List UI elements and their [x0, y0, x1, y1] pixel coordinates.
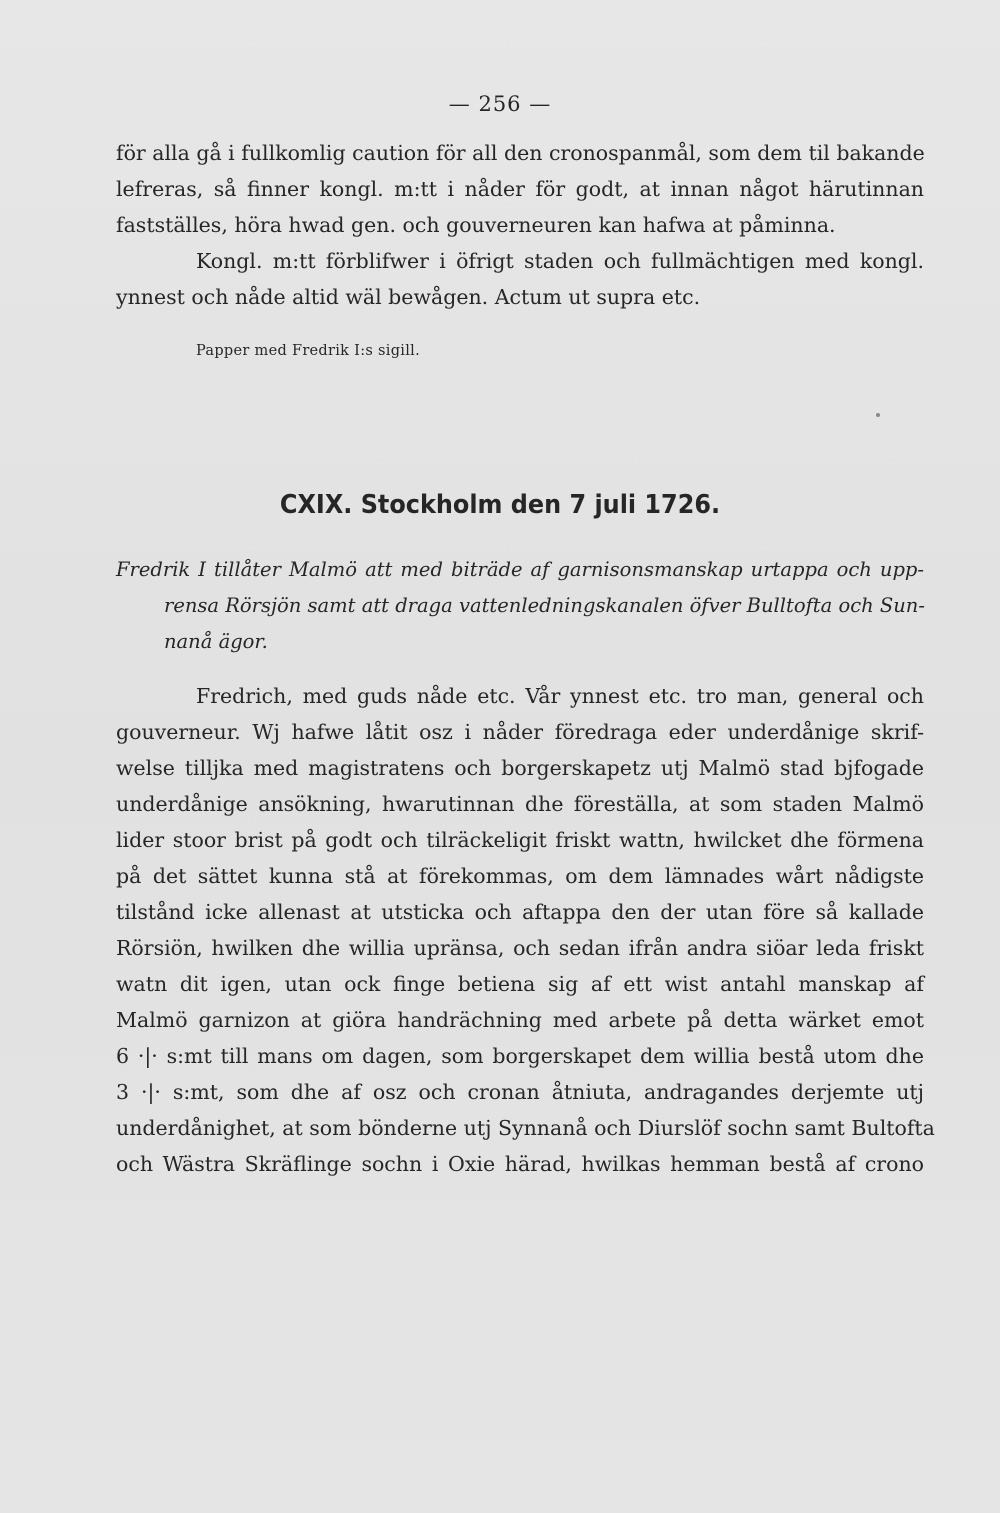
summary-line: nanå ägor. [164, 630, 268, 653]
text-line: lefreras, så finner kongl. m:tt i nåder för godt, at innan något härutinnan [116, 177, 924, 201]
body-line: och Wästra Skräflinge sochn i Oxie härad, hwilkas hemman bestå af crono [116, 1152, 924, 1176]
page-number: — 256 — [448, 92, 552, 116]
body-line: lider stoor brist på godt och tilräckeligit friskt wattn, hwilcket dhe förmena [116, 828, 924, 852]
body-line: 6 ·|· s:mt till mans om dagen, som borgerskapet dem willia bestå utom dhe [116, 1044, 924, 1068]
body-line: Fredrich, med guds nåde etc. Vår ynnest etc. tro man, general och [196, 684, 924, 708]
text-line: för alla gå i fullkomlig caution för all den cronospanmål, som dem til bakande [116, 141, 925, 165]
body-line: på det sättet kunna stå at förekommas, om dem lämnades wårt nådigste [116, 864, 924, 888]
document-place-date: Stockholm den 7 juli 1726. [360, 490, 721, 520]
text-line: ynnest och nåde altid wäl bewågen. Actum ut supra etc. [116, 285, 701, 309]
body-line: Rörsiön, hwilken dhe willia upränsa, och sedan ifrån andra siöar leda friskt [116, 936, 924, 960]
document-heading [40, 490, 960, 520]
body-line: watn dit igen, utan ock finge betiena sig af ett wist antahl manskap af [116, 972, 924, 996]
body-line: Malmö garnizon at giöra handrächning med arbete på detta wärket emot [116, 1008, 924, 1032]
body-line: tilstånd icke allenast at utsticka och aftappa den der utan före så kallade [116, 900, 924, 924]
text-line: fastställes, höra hwad gen. och gouverneuren kan hafwa at påminna. [116, 213, 836, 237]
body-line: welse tilljka med magistratens och borgerskapetz utj Malmö stad bjfogade [116, 756, 924, 780]
body-line: gouverneur. Wj hafwe låtit osz i nåder föredraga eder underdånige skrif- [116, 720, 924, 744]
text-line: Kongl. m:tt förblifwer i öfrigt staden och fullmächtigen med kongl. [196, 249, 924, 273]
summary-line: Fredrik I tillåter Malmö att med biträde af garnisonsmanskap urtappa och upp- [116, 558, 924, 581]
body-line: 3 ·|· s:mt, som dhe af osz och cronan åtniuta, andragandes derjemte utj [116, 1080, 924, 1104]
document-number: CXIX. [279, 490, 353, 520]
summary-line: rensa Rörsjön samt att draga vattenledningskanalen öfver Bulltofta och Sun- [164, 594, 925, 617]
seal-note: Papper med Fredrik I:s sigill. [196, 343, 421, 359]
body-line: underdånige ansökning, hwarutinnan dhe föreställa, at som staden Malmö [116, 792, 924, 816]
body-line: underdånighet, at som bönderne utj Synnanå och Diurslöf sochn samt Bultofta [116, 1116, 935, 1140]
paper-speck [876, 413, 880, 417]
